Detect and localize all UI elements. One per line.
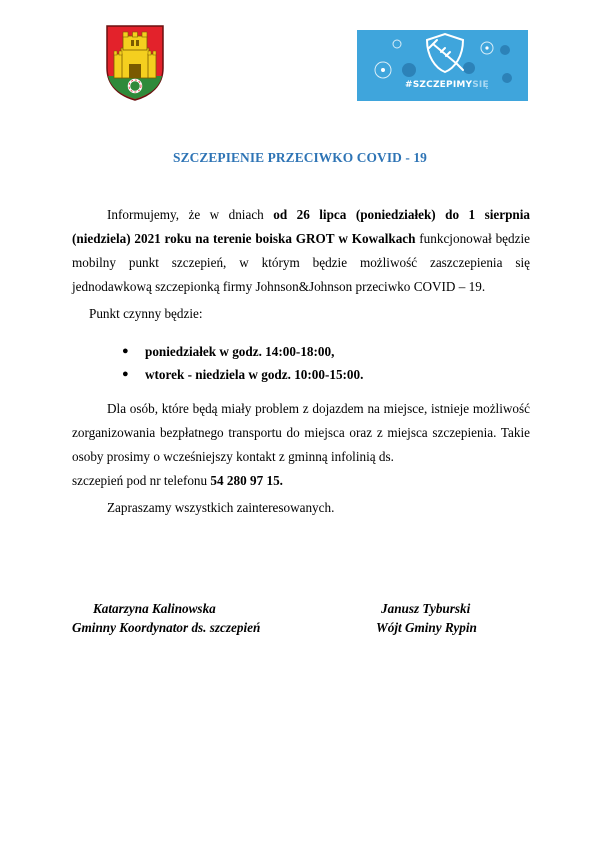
signatory-name: Katarzyna Kalinowska	[93, 601, 216, 616]
intro-paragraph: Informujemy, że w dniach od 26 lipca (poniedziałek) do 1 sierpnia (niedziela) 2021 roku na terenie boiska GROT w Kowalkach funkcjonował będzie mobilny punkt szczepień, w którym będzie możliwość zaszczepienia się jednodawkową szczepionką firmy Johnson&Johnson przeciwko COVID – 19.	[72, 207, 530, 294]
signatory-role: Wójt Gminy Rypin	[376, 620, 477, 635]
signature-right	[376, 599, 477, 637]
phone-number: 54 280 97 15.	[210, 473, 283, 488]
invitation-text: Zapraszamy wszystkich zainteresowanych.	[107, 500, 335, 515]
opening-hours-heading: Punkt czynny będzie:	[89, 306, 203, 321]
coat-of-arms-logo	[105, 24, 165, 102]
signature-left	[72, 599, 260, 637]
signatory-name: Janusz Tyburski	[381, 601, 471, 616]
document-title: SZCZEPIENIE PRZECIWKO COVID - 19	[173, 150, 427, 165]
bullet-icon: ●	[122, 345, 129, 357]
bullet-icon: ●	[122, 368, 129, 380]
transport-paragraph: Dla osób, które będą miały problem z dojazdem na miejsce, istnieje możliwość zorganizowania bezpłatnego transportu do miejsca oraz z miejsca szczepienia. Takie osoby prosimy o wcześniejszy kontakt z gminną infolinią ds. szczepień pod nr telefonu 54 280 97 15.	[72, 401, 530, 488]
vaccination-campaign-banner	[357, 30, 528, 101]
signatory-role: Gminny Koordynator ds. szczepień	[72, 620, 261, 635]
opening-hours-list	[122, 340, 363, 386]
banner-hashtag: #SZCZEPIMYSIĘ	[405, 80, 489, 90]
virus-syringe-illustration	[357, 30, 528, 101]
list-item: ● wtorek - niedziela w godz. 10:00-15:00.	[122, 363, 363, 386]
list-item: ● poniedziałek w godz. 14:00-18:00,	[122, 340, 363, 363]
